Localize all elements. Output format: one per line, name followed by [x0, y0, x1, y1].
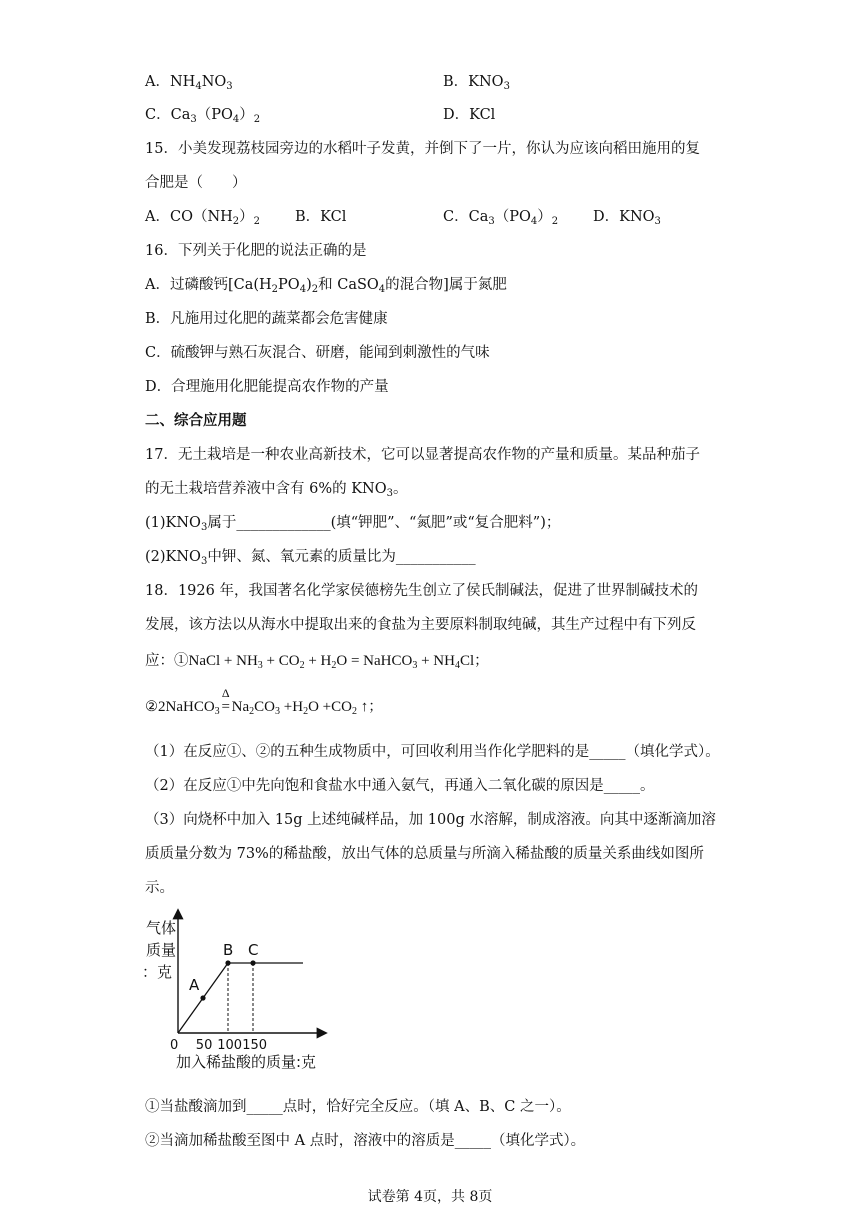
q14-option-a: A．$NH_4NO_3$ — [145, 74, 233, 92]
q15-stem-line2: 合肥是（ ） — [145, 175, 247, 191]
y-label-line-1: 气体 — [146, 919, 177, 937]
q18-sub3-line3: 示。 — [145, 880, 174, 896]
y-label-line-2: 质量 — [146, 941, 177, 959]
page-footer: 试卷第 4页，共 8页 — [367, 1189, 493, 1205]
q14-option-b: B．$KNO_3$ — [443, 74, 510, 92]
q15-option-d: D．$KNO_3$ — [593, 209, 661, 227]
q17-sub1: $(1)KNO_3$属于_____________(填“钾肥”、“氮肥”或“复合肥料”)； — [145, 515, 561, 533]
q18-sub1: （1）在反应①、②的五种生成物质中，可回收利用当作化学肥料的是_____（填化学式）。 — [145, 744, 720, 760]
q18-stem-line1: 18．1926 年，我国著名化学家侯德榜先生创立了侯氏制碱法，促进了世界制碱技术的 — [145, 583, 698, 599]
q18-equation-2: ②2NaHCO$_3$ Δ = $Na_2CO_3 +H_2O +CO_2$ ↑； — [145, 697, 383, 717]
point-label-a: A — [189, 976, 200, 994]
q16-option-a: A．过磷酸钙[$Ca(H_2PO_4)_2$和 CaSO$_4$的混合物]属于氮肥 — [145, 277, 507, 295]
gas-mass-chart — [140, 905, 340, 1071]
point-label-b: B — [223, 941, 234, 959]
q18-equation-1: 应：①NaCl + $NH_3 + CO_2 + H_2O$ = NaHCO$_3$ + $NH_4Cl$； — [145, 653, 489, 671]
y-label-line-3: ：克 — [142, 963, 173, 981]
q18-stem-line2: 发展，该方法以从海水中提取出来的食盐为主要原料制取纯碱，其生产过程中有下列反 — [145, 617, 696, 633]
q18-question-b: ②当滴加稀盐酸至图中 A 点时，溶液中的溶质是_____（填化学式）。 — [145, 1133, 586, 1149]
q18-sub3-line2: 质质量分数为 73%的稀盐酸，放出气体的总质量与所滴入稀盐酸的质量关系曲线如图所 — [145, 846, 704, 862]
q18-sub2: （2）在反应①中先向饱和食盐水中通入氨气，再通入二氧化碳的原因是_____。 — [145, 778, 655, 794]
q15-option-a: A．$CO(NH_2)_2$ — [145, 209, 261, 227]
q15-stem-line1: 15．小美发现荔枝园旁边的水稻叶子发黄，并倒下了一片，你认为应该向稻田施用的复 — [145, 141, 700, 157]
point-a — [200, 995, 205, 1000]
q15-option-b: B．KCl — [295, 209, 347, 225]
q17-stem-line2: 的无土栽培营养液中含有 6%的 $KNO_3$。 — [145, 481, 408, 499]
q16-stem: 16．下列关于化肥的说法正确的是 — [145, 243, 367, 259]
x-tick-150: 150 — [242, 1038, 268, 1053]
section-title: 二、综合应用题 — [145, 412, 247, 429]
q16-option-b: B．凡施用过化肥的蔬菜都会危害健康 — [145, 311, 388, 327]
q14-option-d: D．KCl — [443, 107, 496, 123]
point-label-c: C — [248, 941, 259, 959]
q16-option-d: D．合理施用化肥能提高农作物的产量 — [145, 379, 389, 395]
q18-question-a: ①当盐酸滴加到_____点时，恰好完全反应。（填 A、B、C 之一）。 — [145, 1099, 571, 1115]
q14-option-c: C．$Ca_3(PO_4)_2$ — [145, 107, 261, 125]
q17-stem-line1: 17．无土栽培是一种农业高新技术，它可以显著提高农作物的产量和质量。某品种茄子 — [145, 447, 700, 463]
q15-option-c: C．$Ca_3(PO_4)_2$ — [443, 209, 559, 227]
delta-heat-symbol: Δ — [221, 686, 230, 700]
gas-mass-curve — [178, 963, 303, 1033]
q18-sub3-line1: （3）向烧杯中加入 15g 上述纯碱样品，加 100g 水溶解，制成溶液。向其中逐渐滴加溶 — [145, 812, 716, 828]
x-tick-50: 50 — [195, 1038, 213, 1053]
origin-label: 0 — [170, 1038, 179, 1053]
x-tick-100: 100 — [217, 1038, 243, 1053]
x-axis-label: 加入稀盐酸的质量:克 — [176, 1053, 317, 1071]
q17-sub2: $(2)KNO_3$中钾、氮、氧元素的质量比为___________ — [145, 549, 476, 567]
q16-option-c: C．硫酸钾与熟石灰混合、研磨，能闻到刺激性的气味 — [145, 345, 490, 361]
